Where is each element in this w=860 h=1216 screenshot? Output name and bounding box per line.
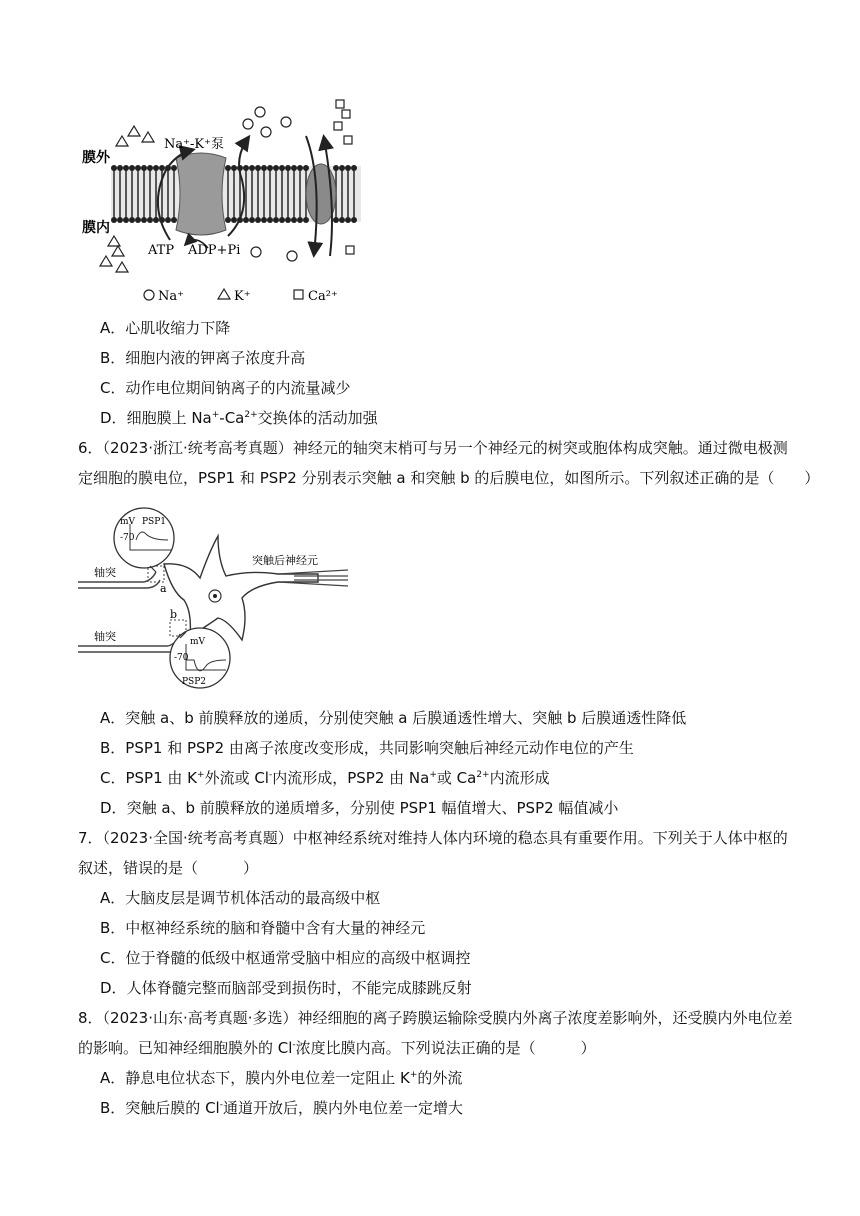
psp2-name: PSP2 bbox=[182, 677, 207, 687]
atp-label: ATP bbox=[148, 243, 175, 258]
outside-label: 膜外 bbox=[82, 150, 110, 166]
synapse-a-label: a bbox=[160, 582, 167, 595]
synapse-b-label: b bbox=[170, 608, 178, 621]
axon1-label: 轴突 bbox=[94, 566, 116, 579]
pump-label: Na⁺-K⁺泵 bbox=[164, 137, 224, 152]
inside-label: 膜内 bbox=[82, 220, 110, 236]
q7-option-d: D．人体脊髓完整而脑部受到损伤时，不能完成膝跳反射 bbox=[100, 979, 472, 997]
q7-option-a: A．大脑皮层是调节机体活动的最高级中枢 bbox=[100, 889, 381, 907]
q6-option-b: B．PSP1 和 PSP2 由离子浓度改变形成，共同影响突触后神经元动作电位的产生 bbox=[100, 739, 634, 757]
q6-option-a: A．突触 a、b 前膜释放的递质，分别使突触 a 后膜通透性增大、突触 b 后膜通透性降低 bbox=[100, 709, 687, 727]
q5-option-a: A．心肌收缩力下降 bbox=[100, 319, 231, 337]
axon2-label: 轴突 bbox=[94, 630, 116, 643]
legend-na: Na⁺ bbox=[158, 289, 184, 304]
post-neuron-label: 突触后神经元 bbox=[252, 554, 318, 567]
q5-option-d: D．细胞膜上 $Na^+-Ca^{2+}$交换体的活动加强 bbox=[100, 409, 378, 427]
q7-stem-line1: 7．（2023·全国·统考高考真题）中枢神经系统对维持人体内环境的稳态具有重要作用。下列关于人体中枢的 bbox=[78, 829, 788, 847]
q5-option-c: C．动作电位期间钠离子的内流量减少 bbox=[100, 379, 351, 397]
psp1-unit: mV bbox=[120, 517, 136, 527]
psp2-value: -70 bbox=[174, 653, 189, 663]
q7-option-c: C．位于脊髓的低级中枢通常受脑中相应的高级中枢调控 bbox=[100, 949, 471, 967]
psp2-unit: mV bbox=[190, 637, 206, 647]
ion-legend bbox=[144, 289, 338, 304]
psp1-name: PSP1 bbox=[142, 517, 167, 527]
q8-option-a: A．静息电位状态下，膜内外电位差一定阻止 K+的外流 bbox=[100, 1069, 463, 1087]
q6-option-c: C．PSP1 由 K+外流或 Cl-内流形成，PSP2 由 Na+或 $Ca^{2+}$内流形成 bbox=[100, 769, 550, 787]
legend-k: K⁺ bbox=[234, 289, 251, 304]
adp-label: ADP+Pi bbox=[188, 243, 241, 258]
q5-option-b: B．细胞内液的钾离子浓度升高 bbox=[100, 349, 306, 367]
q8-stem-line2: 的影响。已知神经细胞膜外的 Cl-浓度比膜内高。下列说法正确的是（ ） bbox=[78, 1039, 596, 1057]
postsynaptic-neuron bbox=[164, 536, 318, 640]
q6-option-d: D．突触 a、b 前膜释放的递质增多，分别使 PSP1 幅值增大、PSP2 幅值减小 bbox=[100, 799, 619, 817]
q8-option-b: B．突触后膜的 Cl-通道开放后，膜内外电位差一定增大 bbox=[100, 1099, 463, 1117]
q7-option-b: B．中枢神经系统的脑和脊髓中含有大量的神经元 bbox=[100, 919, 426, 937]
q6-stem-line2: 定细胞的膜电位，PSP1 和 PSP2 分别表示突触 a 和突触 b 的后膜电位，如图所示。下列叙述正确的是（ ） bbox=[78, 469, 820, 487]
membrane-transport-figure bbox=[78, 96, 378, 310]
legend-ca: Ca²⁺ bbox=[308, 289, 338, 304]
q7-stem-line2: 叙述，错误的是（ ） bbox=[78, 859, 259, 877]
psp1-value: -70 bbox=[120, 533, 135, 543]
na-k-pump bbox=[176, 153, 226, 235]
q6-stem-line1: 6．（2023·浙江·统考高考真题）神经元的轴突末梢可与另一个神经元的树突或胞体构成突触。通过微电极测 bbox=[78, 439, 788, 457]
synapse-figure bbox=[78, 500, 358, 694]
q8-stem-line1: 8．（2023·山东·高考真题·多选）神经细胞的离子跨膜运输除受膜内外离子浓度差影响外，还受膜内外电位差 bbox=[78, 1009, 793, 1027]
